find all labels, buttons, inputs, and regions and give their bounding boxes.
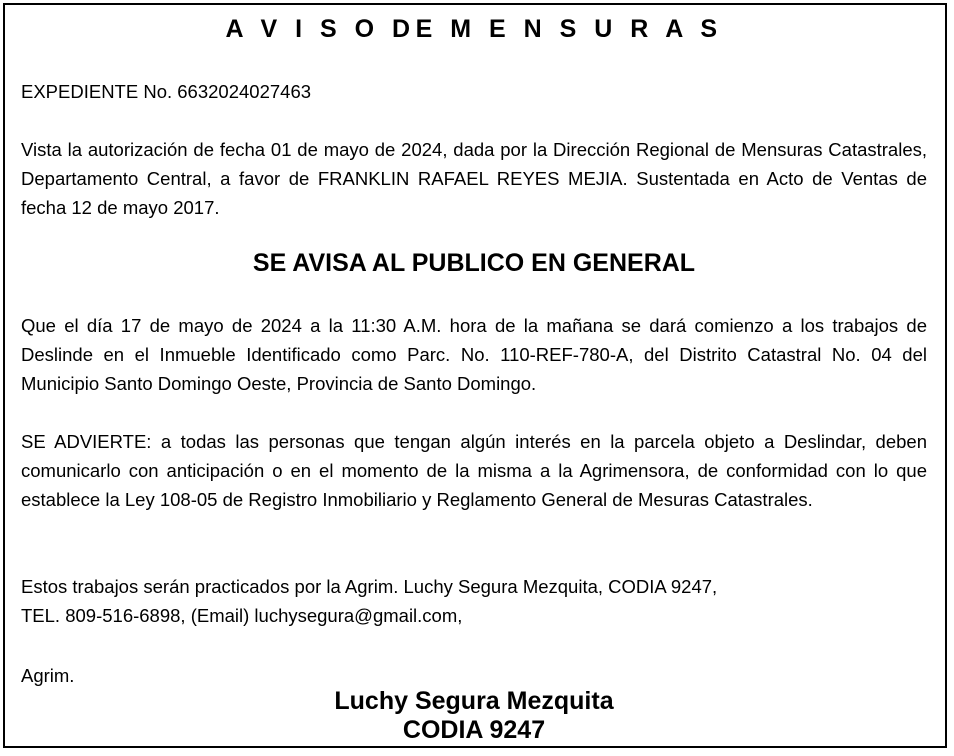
signature-codia: CODIA 9247 xyxy=(402,716,546,744)
signoff-title: Agrim. xyxy=(21,665,75,686)
expediente-number: EXPEDIENTE No. 6632024027463 xyxy=(21,81,312,102)
warning-paragraph: SE ADVIERTE: a todas las personas que tengan algún interés en la parcela objeto a Deslindar, deben comunicarlo con anticipación o en el momento de la misma a la Agrimensora, de conformidad con lo que establece la Ley 108-05 de Registro Inmobiliario y Reglamento General de Mesuras Catastrales. xyxy=(21,431,927,510)
contact-line-surveyor: Estos trabajos serán practicados por la Agrim. Luchy Segura Mezquita, CODIA 9247, xyxy=(21,576,718,597)
contact-line-phone-email: TEL. 809-516-6898, (Email) luchysegura@gmail.com, xyxy=(21,605,463,626)
signature-name: Luchy Segura Mezquita xyxy=(334,687,614,715)
survey-date-paragraph: Que el día 17 de mayo de 2024 a la 11:30 A.M. hora de la mañana se dará comienzo a los trabajos de Deslinde en el Inmueble Identificado como Parc. No. 110-REF-780-A, del Distrito Catastral No. 04 del Municipio Santo Domingo Oeste, Provincia de Santo Domingo. xyxy=(21,315,927,394)
authorization-paragraph: Vista la autorización de fecha 01 de mayo de 2024, dada por la Dirección Regional de Mensuras Catastrales, Departamento Central, a favor de FRANKLIN RAFAEL REYES MEJIA. Sustentada en Acto de Ventas de fecha 12 de mayo 2017. xyxy=(21,139,927,218)
notice-title: A V I S O DE M E N S U R A S xyxy=(225,15,723,43)
public-notice-heading: SE AVISA AL PUBLICO EN GENERAL xyxy=(252,249,696,277)
